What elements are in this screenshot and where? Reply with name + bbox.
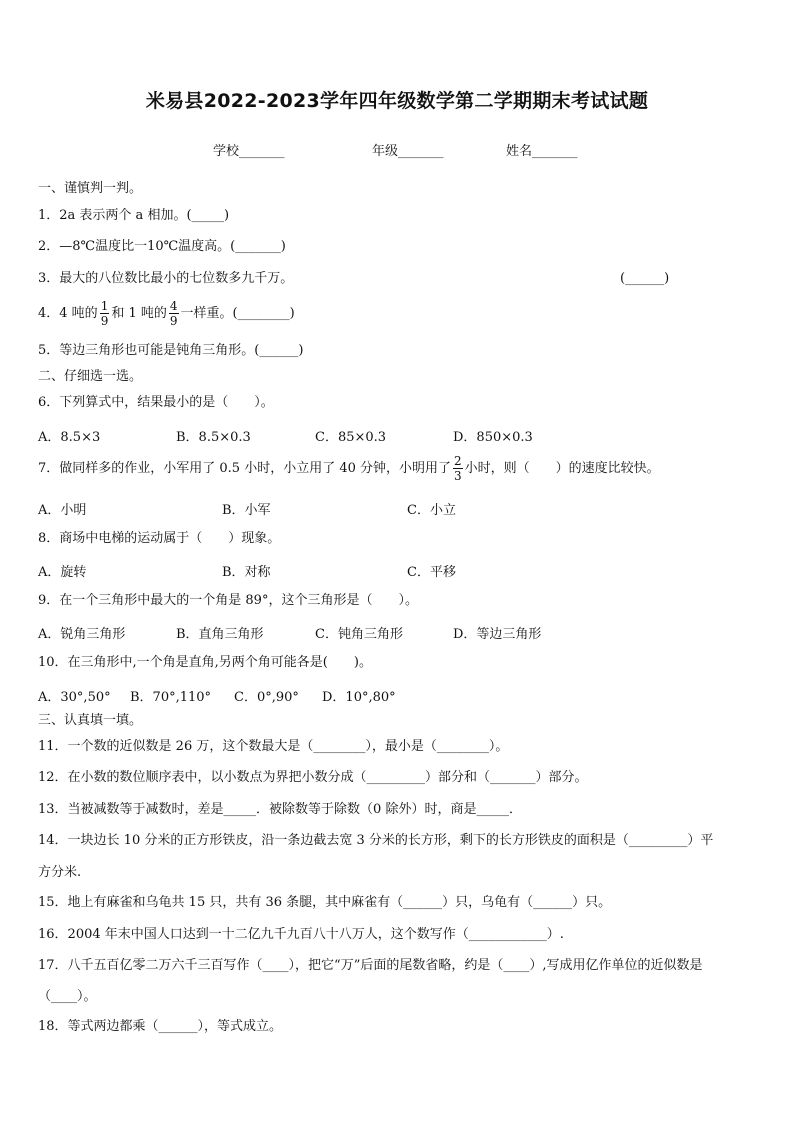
q10-option-d: D．10°,80° xyxy=(322,690,396,705)
q9-option-b: B．直角三角形 xyxy=(176,627,264,642)
question-7-text-a: 7．做同样多的作业，小军用了 0.5 小时，小立用了 40 分钟，小明用了 xyxy=(38,461,452,476)
q9-option-d: D．等边三角形 xyxy=(453,627,542,642)
fraction-four-ninths: $\frac{4}{9}$ xyxy=(169,299,178,328)
q6-option-a: A．8.5×3 xyxy=(38,430,101,445)
question-17-line-2: （____）。 xyxy=(38,989,97,1004)
question-16: 16．2004 年末中国人口达到一十二亿九千九百八十八万人，这个数写作（____________）. xyxy=(38,927,564,942)
fraction-one-ninth: $\frac{1}{9}$ xyxy=(100,299,109,328)
q10-option-c: C．0°,90° xyxy=(234,690,299,705)
question-3: 3．最大的八位数比最小的七位数多九千万。 xyxy=(38,271,294,286)
q7-option-b: B．小军 xyxy=(222,503,271,518)
question-11: 11．一个数的近似数是 26 万，这个数最大是（________），最小是（________）。 xyxy=(38,739,509,754)
question-14-line-1: 14．一块边长 10 分米的正方形铁皮，沿一条边截去宽 3 分米的长方形，剩下的长方形铁皮的面积是（_________）平 xyxy=(38,833,714,848)
question-7 xyxy=(38,452,660,486)
question-15: 15．地上有麻雀和乌龟共 15 只，共有 36 条腿，其中麻雀有（______）只，乌龟有（______）只。 xyxy=(38,895,612,910)
question-5: 5．等边三角形也可能是钝角三角形。(______) xyxy=(38,343,304,358)
grade-field: 年级_______ xyxy=(372,144,444,159)
q6-option-b: B．8.5×0.3 xyxy=(176,430,251,445)
q10-option-a: A．30°,50° xyxy=(38,690,111,705)
q6-option-d: D．850×0.3 xyxy=(453,430,533,445)
question-8: 8．商场中电梯的运动属于（ ）现象。 xyxy=(38,531,281,546)
question-17-line-1: 17．八千五百亿零二万六千三百写作（____），把它“万”后面的尾数省略，约是（____）,写成用亿作单位的近似数是 xyxy=(38,958,703,973)
section-heading-fill: 三、认真填一填。 xyxy=(38,713,143,728)
question-9: 9．在一个三角形中最大的一个角是 89°，这个三角形是（ ）。 xyxy=(38,593,418,608)
q8-option-a: A．旋转 xyxy=(38,565,87,580)
question-1: 1．2a 表示两个 a 相加。(_____) xyxy=(38,208,230,223)
question-4-text-c: 一样重。(________) xyxy=(180,306,295,321)
question-4-text-a: 4．4 吨的 xyxy=(38,306,98,321)
q10-option-b: B．70°,110° xyxy=(130,690,212,705)
question-6: 6．下列算式中，结果最小的是（ ）。 xyxy=(38,395,274,410)
q8-option-b: B．对称 xyxy=(222,565,271,580)
name-field: 姓名_______ xyxy=(506,144,578,159)
question-3-blank: (______) xyxy=(620,271,670,286)
question-13: 13．当被减数等于减数时，差是_____．被除数等于除数（0 除外）时，商是_____． xyxy=(38,802,522,817)
exam-title: 米易县2022-2023学年四年级数学第二学期期末考试试题 xyxy=(145,90,649,112)
q8-option-c: C．平移 xyxy=(407,565,456,580)
section-heading-choose: 二、仔细选一选。 xyxy=(38,369,143,384)
question-18: 18．等式两边都乘（______），等式成立。 xyxy=(38,1019,283,1034)
fraction-two-thirds: $\frac{2}{3}$ xyxy=(454,454,462,483)
school-field: 学校_______ xyxy=(213,144,285,159)
q7-option-a: A．小明 xyxy=(38,503,87,518)
q9-option-a: A．锐角三角形 xyxy=(38,627,126,642)
q7-option-c: C．小立 xyxy=(407,503,456,518)
question-7-text-b: 小时，则（ ）的速度比较快。 xyxy=(464,461,660,476)
question-4-text-b: 和 1 吨的 xyxy=(111,306,167,321)
question-2: 2．—8℃温度比一10℃温度高。(_______) xyxy=(38,239,286,254)
question-4 xyxy=(38,297,295,331)
question-10: 10．在三角形中,一个角是直角,另两个角可能各是( )。 xyxy=(38,655,372,670)
question-12: 12．在小数的数位顺序表中，以小数点为界把小数分成（_________）部分和（_______）部分。 xyxy=(38,770,588,785)
question-14-line-2: 方分米. xyxy=(38,865,82,880)
q6-option-c: C．85×0.3 xyxy=(315,430,387,445)
q9-option-c: C．钝角三角形 xyxy=(315,627,403,642)
section-heading-judge: 一、谨慎判一判。 xyxy=(38,181,143,196)
